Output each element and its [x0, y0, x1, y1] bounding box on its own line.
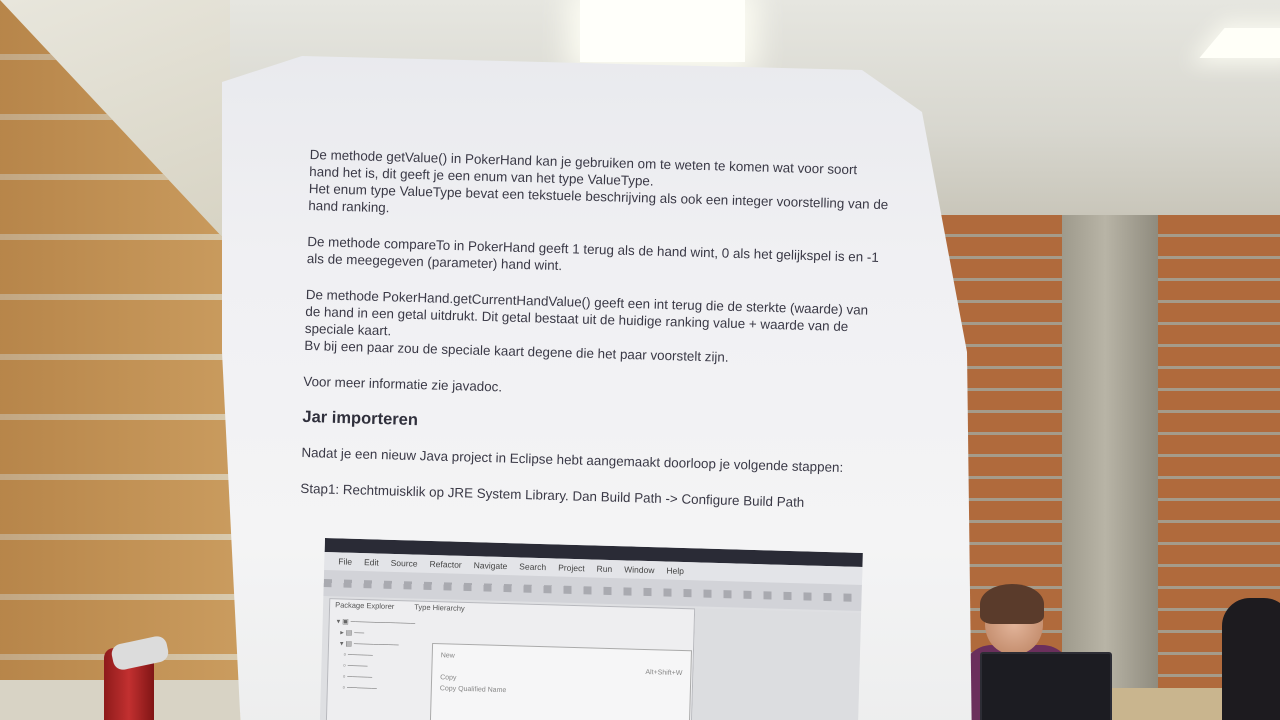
paper-text	[300, 146, 890, 532]
paragraph-javadoc: Voor meer informatie zie javadoc.	[303, 373, 503, 395]
paragraph-nieuw-project: Nadat je een nieuw Java project in Eclipse hebt aangemaakt doorloop je volgende stappen:	[301, 444, 844, 476]
eclipse-screenshot	[320, 538, 863, 720]
laptop	[980, 652, 1112, 720]
menu-help: Help	[666, 565, 685, 577]
concrete-pillar	[1062, 215, 1158, 695]
paragraph-getvalue: De methode getValue() in PokerHand kan je gebruiken om te weten te komen wat voor soort hand het is, dit geeft je een enum van het type ValueType. Het enum type ValueType bevat een tekstuele beschrijving als ook een integer voorstelling van de hand ranking.	[308, 146, 889, 216]
tab-package-explorer: Package Explorer	[335, 600, 395, 611]
context-item: Copy	[440, 674, 457, 682]
context-item: New	[440, 652, 455, 660]
menu-file: File	[338, 556, 353, 567]
context-item: Alt+Shift+W	[645, 668, 683, 678]
student-hair	[980, 584, 1044, 624]
tab-type-hierarchy: Type Hierarchy	[414, 602, 465, 613]
menu-source: Source	[390, 557, 418, 569]
editor-area	[692, 608, 861, 720]
tree-row: ▫ ────	[335, 662, 368, 671]
project-tree	[335, 616, 416, 695]
tree-row: ▾ ▤ ─────────	[335, 640, 399, 650]
tree-row: ▫ ─────	[335, 651, 373, 660]
ceiling-light	[580, 0, 745, 62]
menu-refactor: Refactor	[429, 558, 462, 570]
paragraph-stap1: Stap1: Rechtmuisklik op JRE System Library. Dan Build Path -> Configure Build Path	[300, 480, 805, 510]
tree-row: ▫ ──────	[334, 684, 377, 693]
menu-project: Project	[558, 562, 585, 574]
paragraph-getcurrenthandvalue: De methode PokerHand.getCurrentHandValue() geeft een int terug die de sterkte (waarde) van de hand in een getal uitdrukt. Dit getal bestaat uit de huidige ranking value + waarde van de speciale kaart. Bv bij een paar zou de speciale kaart degene die het paar voorstelt zijn.	[304, 286, 869, 365]
tree-row: ▾ ▣ ─────────────	[336, 618, 416, 628]
menu-edit: Edit	[363, 557, 379, 568]
context-menu	[430, 643, 692, 720]
tree-row: ▸ ▤ ──	[336, 629, 365, 638]
tree-row: ▫ ─────	[335, 673, 373, 682]
heading-jar-importeren: Jar importeren	[302, 407, 419, 430]
menu-navigate: Navigate	[473, 560, 508, 572]
person-right-edge	[1222, 598, 1280, 720]
menu-run: Run	[596, 563, 613, 575]
menu-search: Search	[519, 561, 547, 573]
menu-window: Window	[624, 564, 655, 576]
context-item: Copy Qualified Name	[439, 685, 507, 695]
paragraph-compareto: De methode compareTo in PokerHand geeft 1 terug als de hand wint, 0 als het gelijkspel is en -1 als de meegegeven (parameter) hand wint.	[306, 233, 879, 274]
